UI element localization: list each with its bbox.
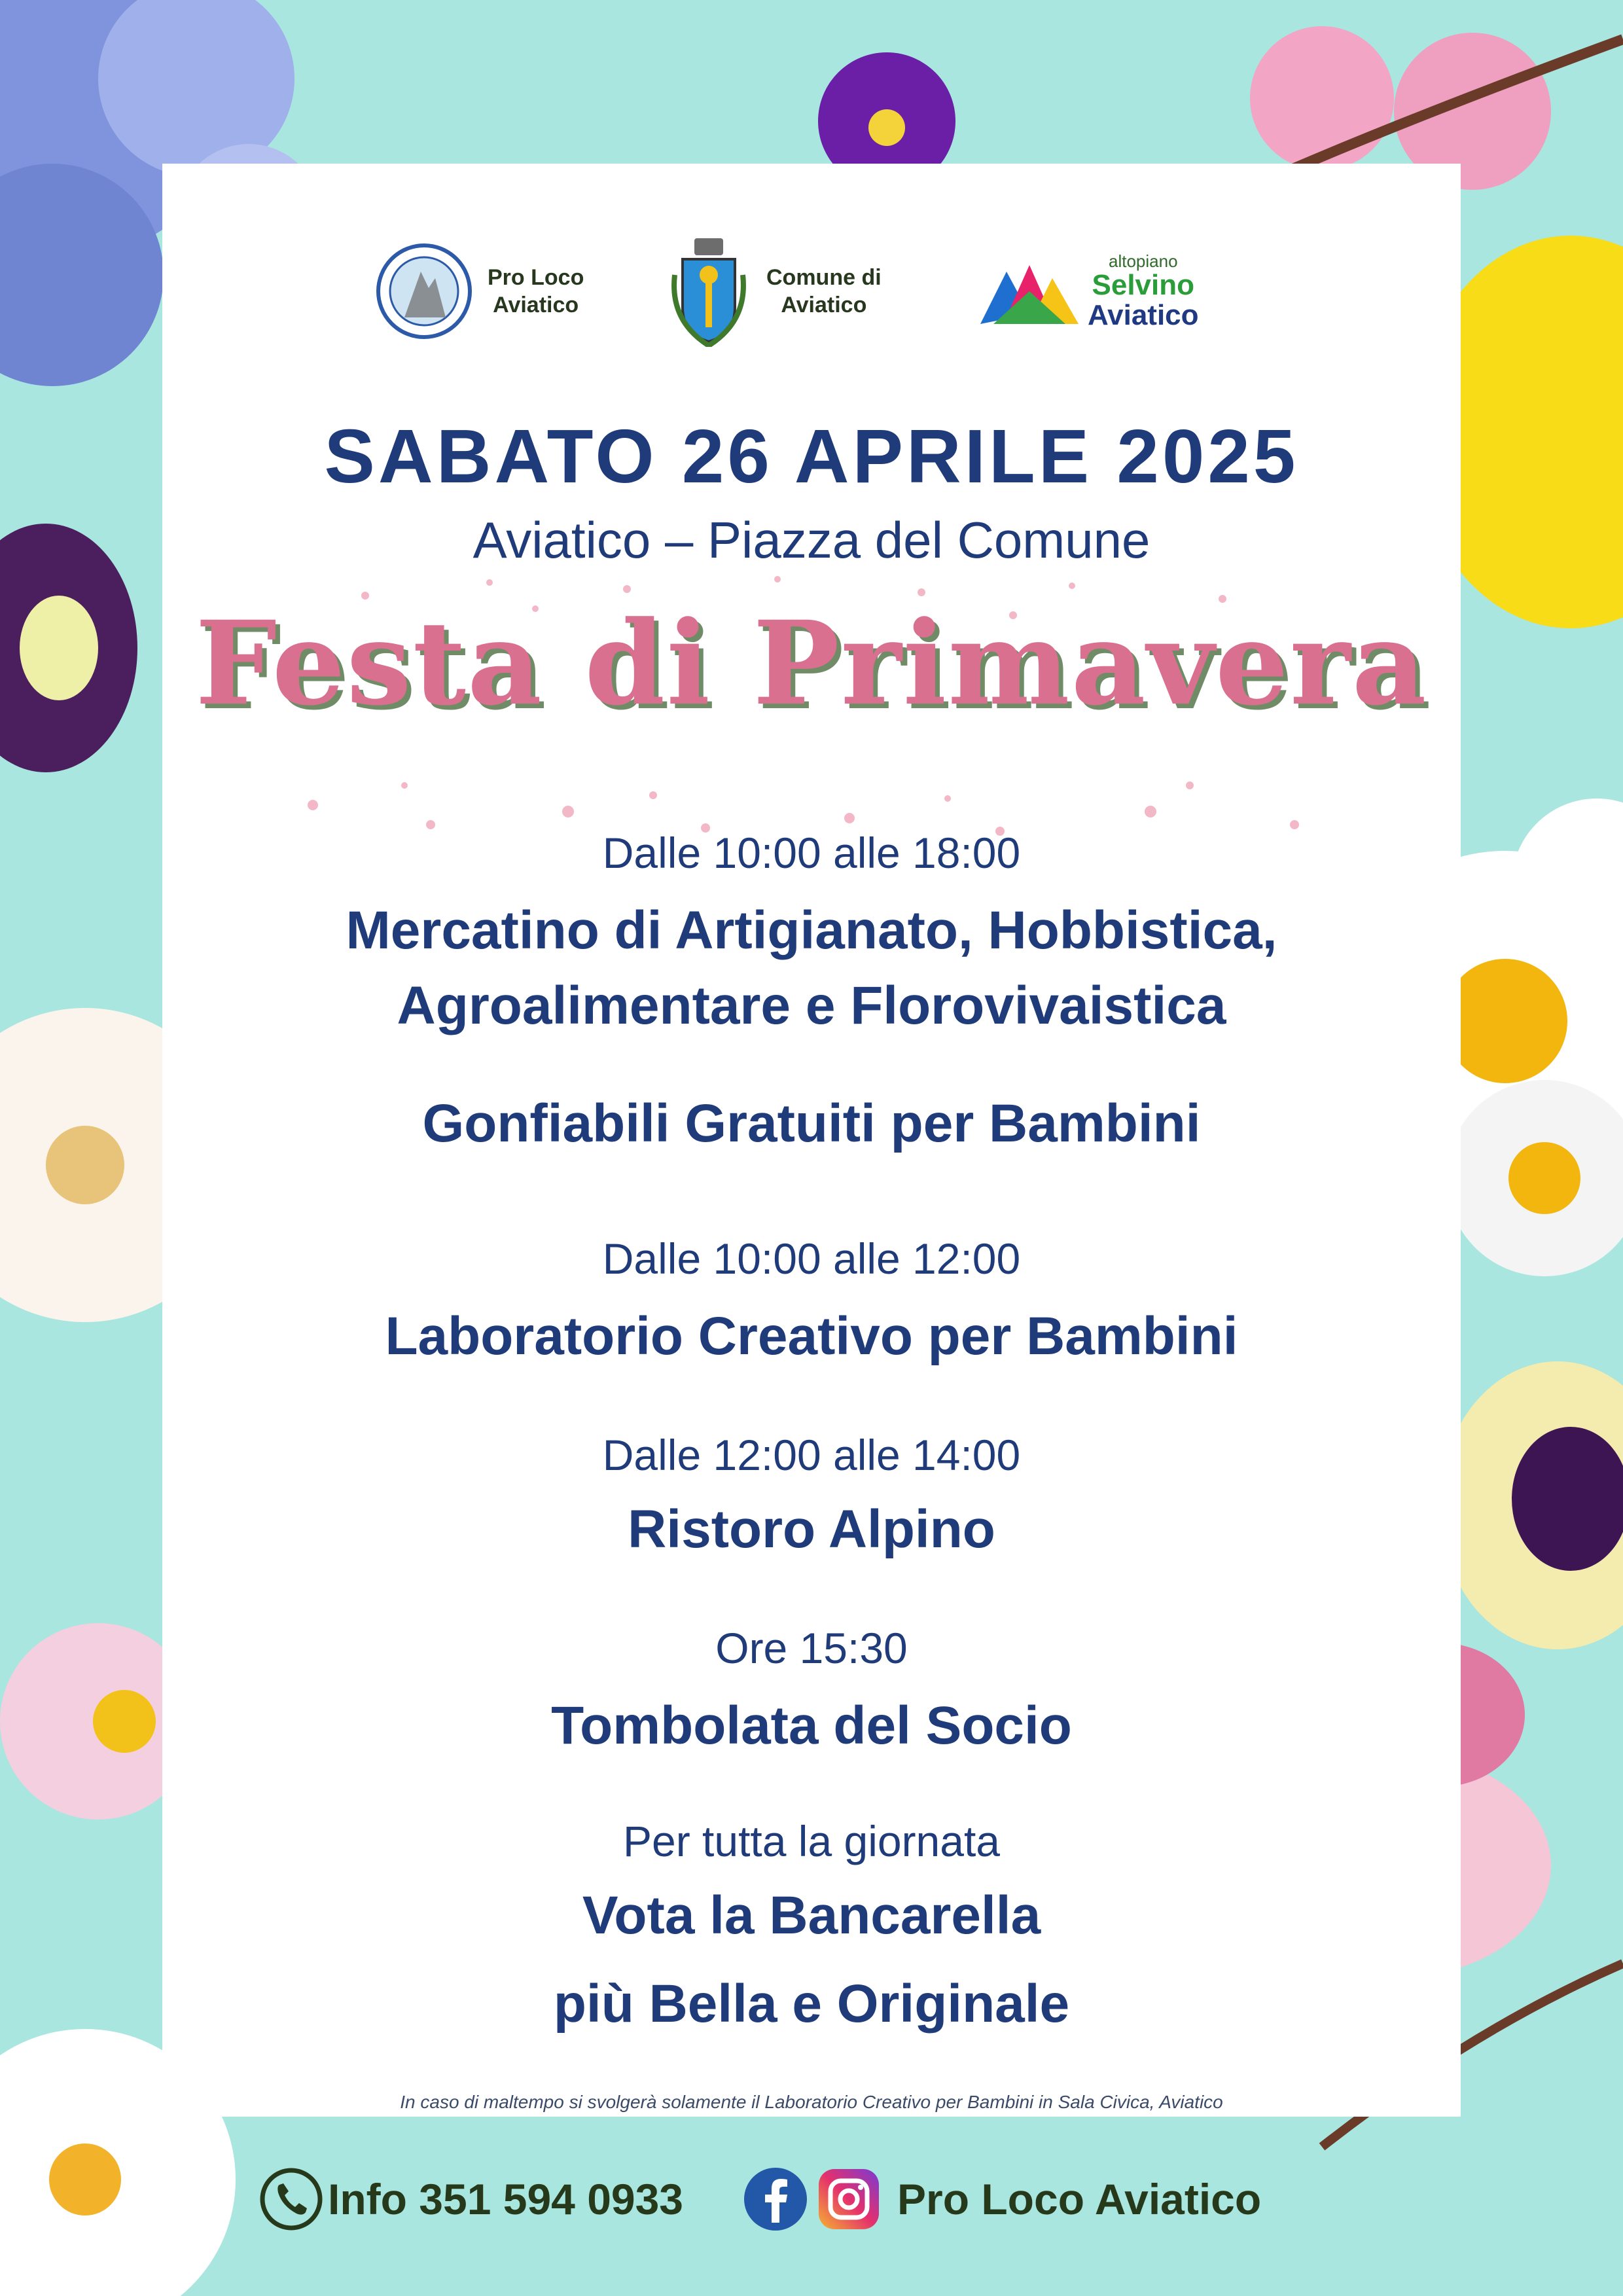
schedule-activity: Mercatino di Artigianato, Hobbistica, (346, 901, 1277, 960)
proloco-logo-group (375, 242, 584, 340)
comune-crest-icon (669, 236, 748, 347)
altopiano-name (1088, 252, 1199, 331)
comune-name (766, 264, 882, 319)
proloco-name-line1: Pro Loco (488, 265, 584, 290)
proloco-name-line2: Aviatico (493, 293, 579, 317)
event-panel (162, 164, 1461, 2117)
schedule-activity: Gonfiabili Gratuiti per Bambini (422, 1094, 1201, 1153)
instagram-icon[interactable] (816, 2166, 882, 2232)
schedule-activity: Tombolata del Socio (551, 1696, 1072, 1755)
event-place: Aviatico – Piazza del Comune (473, 511, 1150, 569)
facebook-icon[interactable] (743, 2166, 808, 2232)
comune-logo-group (669, 242, 882, 340)
proloco-seal-icon (375, 242, 473, 340)
schedule-activity: più Bella e Originale (553, 1974, 1070, 2034)
event-date: SABATO 26 APRILE 2025 (324, 414, 1299, 499)
altopiano-mountains-icon (980, 252, 1079, 331)
social-name-text: Pro Loco Aviatico (897, 2175, 1262, 2223)
selvino-label: Selvino (1092, 269, 1195, 301)
schedule-time-2: Dalle 10:00 alle 12:00 (602, 1234, 1021, 1283)
weather-note: In caso di maltempo si svolgerà solamente il Laboratorio Creativo per Bambini in Sala Civica, Aviatico (400, 2092, 1223, 2112)
phone-icon (259, 2166, 324, 2232)
social-links (743, 2153, 1261, 2245)
proloco-name (488, 264, 584, 319)
event-title: Festa di Primavera (195, 596, 1428, 731)
schedule-activity: Agroalimentare e Florovivaistica (397, 976, 1226, 1035)
schedule-activity: Ristoro Alpino (628, 1499, 995, 1559)
schedule-time-1: Dalle 10:00 alle 18:00 (602, 829, 1021, 877)
comune-name-line1: Comune di (766, 265, 882, 290)
schedule-time-4: Ore 15:30 (715, 1624, 908, 1672)
info-contact (259, 2153, 683, 2245)
comune-name-line2: Aviatico (781, 293, 867, 317)
schedule-activity: Laboratorio Creativo per Bambini (385, 1306, 1238, 1366)
footer (0, 2153, 1623, 2245)
aviatico-label: Aviatico (1088, 299, 1199, 331)
pansy-right-decoration (1440, 1361, 1623, 1649)
schedule-activity: Vota la Bancarella (582, 1886, 1041, 1945)
info-phone-text: Info 351 594 0933 (328, 2175, 684, 2223)
altopiano-logo-group (980, 242, 1199, 340)
schedule-time-3: Dalle 12:00 alle 14:00 (602, 1431, 1021, 1479)
altopiano-label: altopiano (1109, 251, 1178, 271)
pansy-decoration (0, 524, 137, 772)
schedule-time-5: Per tutta la giornata (622, 1817, 1001, 1865)
logos-row (162, 242, 1461, 340)
